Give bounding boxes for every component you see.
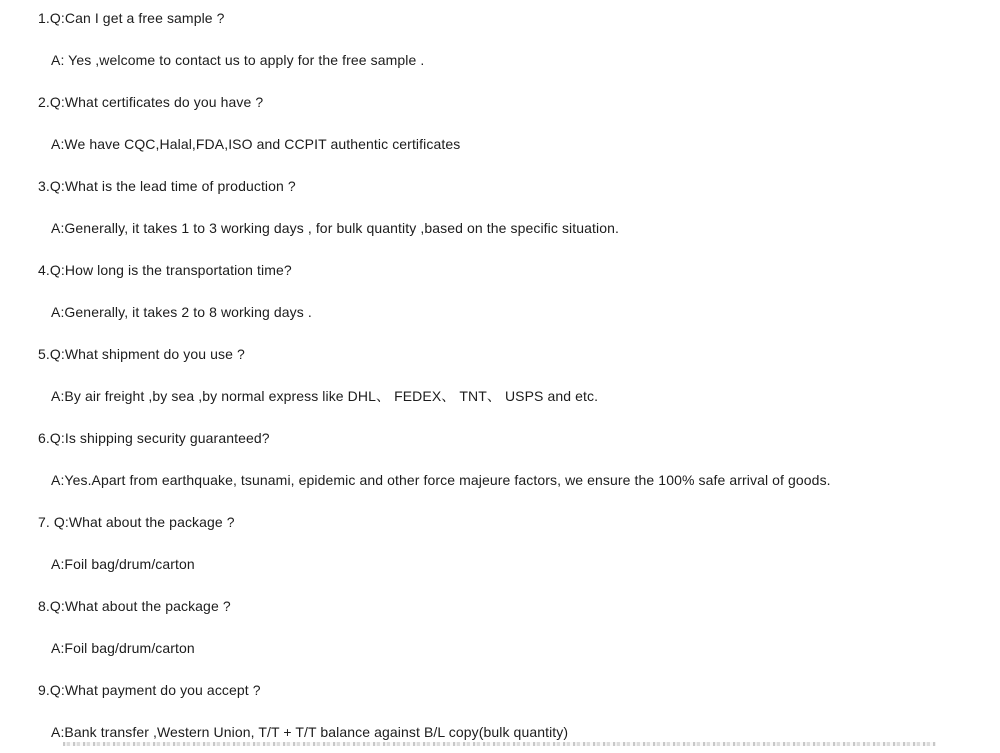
faq-question-9: 9.Q:What payment do you accept ? (38, 682, 261, 698)
faq-answer-7: A:Foil bag/drum/carton (51, 556, 195, 572)
faq-answer-3: A:Generally, it takes 1 to 3 working days , for bulk quantity ,based on the specific situation. (51, 220, 619, 236)
faq-question-1: 1.Q:Can I get a free sample ? (38, 10, 225, 26)
faq-question-3: 3.Q:What is the lead time of production ? (38, 178, 296, 194)
faq-question-8: 8.Q:What about the package ? (38, 598, 231, 614)
faq-question-5: 5.Q:What shipment do you use ? (38, 346, 245, 362)
faq-answer-5: A:By air freight ,by sea ,by normal express like DHL、 FEDEX、 TNT、 USPS and etc. (51, 388, 599, 404)
faq-answer-8: A:Foil bag/drum/carton (51, 640, 195, 656)
faq-answer-2: A:We have CQC,Halal,FDA,ISO and CCPIT authentic certificates (51, 136, 461, 152)
faq-question-7: 7. Q:What about the package ? (38, 514, 235, 530)
faq-answer-4: A:Generally, it takes 2 to 8 working days . (51, 304, 312, 320)
clipped-next-line (63, 742, 936, 746)
faq-question-4: 4.Q:How long is the transportation time? (38, 262, 292, 278)
faq-question-6: 6.Q:Is shipping security guaranteed? (38, 430, 270, 446)
faq-answer-1: A: Yes ,welcome to contact us to apply for the free sample . (51, 52, 425, 68)
faq-answer-9: A:Bank transfer ,Western Union, T/T + T/T balance against B/L copy(bulk quantity) (51, 724, 569, 740)
faq-question-2: 2.Q:What certificates do you have ? (38, 94, 264, 110)
faq-answer-6: A:Yes.Apart from earthquake, tsunami, epidemic and other force majeure factors, we ensure the 100% safe arrival of goods. (51, 472, 831, 488)
